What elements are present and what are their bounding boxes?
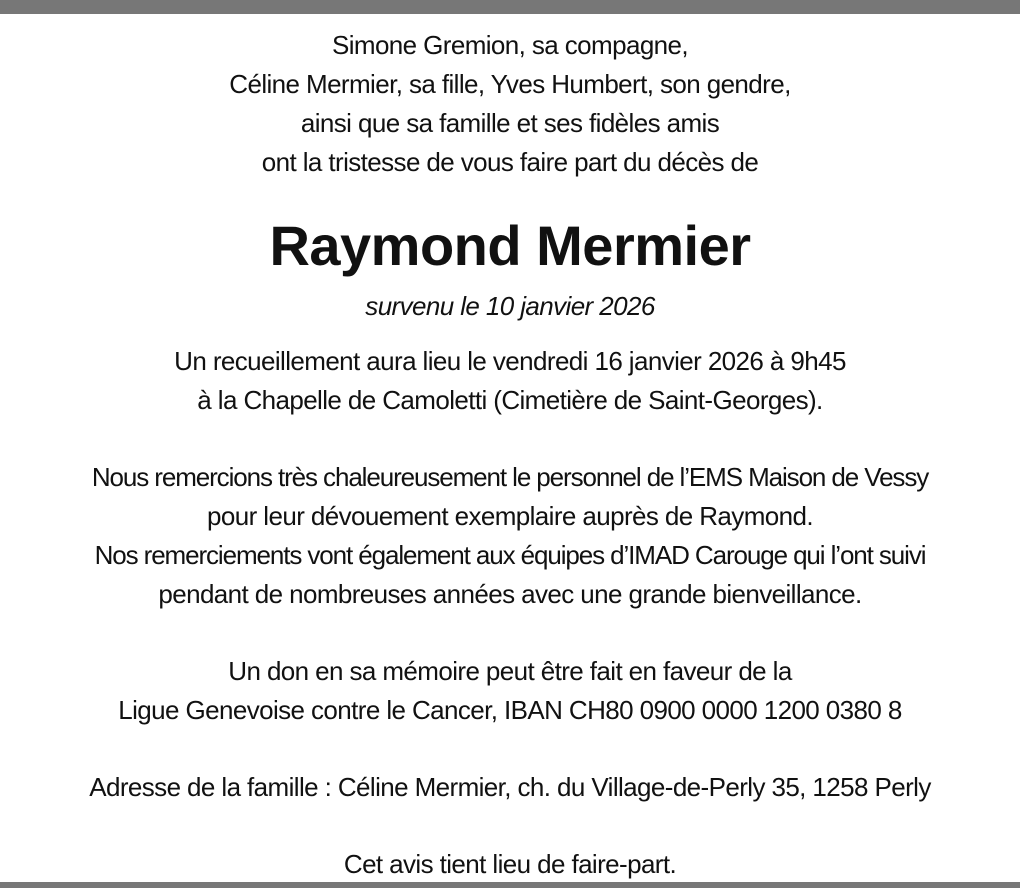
thanks-line: Nous remercions très chaleureusement le personnel de l’EMS Maison de Vessy [91,462,929,492]
ceremony-section [0,342,1020,420]
death-date: survenu le 10 janvier 2026 [365,291,655,321]
family-address: Adresse de la famille : Céline Mermier, ch. du Village-de-Perly 35, 1258 Perly [89,772,931,802]
ceremony-line: à la Chapelle de Camoletti (Cimetière de Saint-Georges). [197,385,823,415]
thanks-line: pendant de nombreuses années avec une grande bienveillance. [158,579,862,609]
thanks-line: pour leur dévouement exemplaire auprès de Raymond. [207,501,813,531]
death-notice [0,26,1020,884]
donation-section [0,652,1020,730]
intro-line: ainsi que sa famille et ses fidèles amis [300,108,720,138]
closing-section [0,845,1020,884]
address-section [0,768,1020,807]
thanks-line: Nos remerciements vont également aux équipes d’IMAD Carouge qui l’ont suivi [94,540,926,570]
intro-section [0,26,1020,182]
top-border [0,0,1020,14]
thanks-section [0,458,1020,614]
ceremony-line: Un recueillement aura lieu le vendredi 16 janvier 2026 à 9h45 [174,346,846,376]
intro-line: Simone Gremion, sa compagne, [331,30,689,60]
closing-note: Cet avis tient lieu de faire-part. [343,849,677,879]
donation-line: Ligue Genevoise contre le Cancer, IBAN CH80 0900 0000 1200 0380 8 [118,695,902,725]
donation-line: Un don en sa mémoire peut être fait en faveur de la [228,656,792,686]
intro-line: Céline Mermier, sa fille, Yves Humbert, son gendre, [229,69,791,99]
deceased-name: Raymond Mermier [269,214,751,277]
bottom-border [0,882,1020,888]
intro-line: ont la tristesse de vous faire part du décès de [261,147,759,177]
